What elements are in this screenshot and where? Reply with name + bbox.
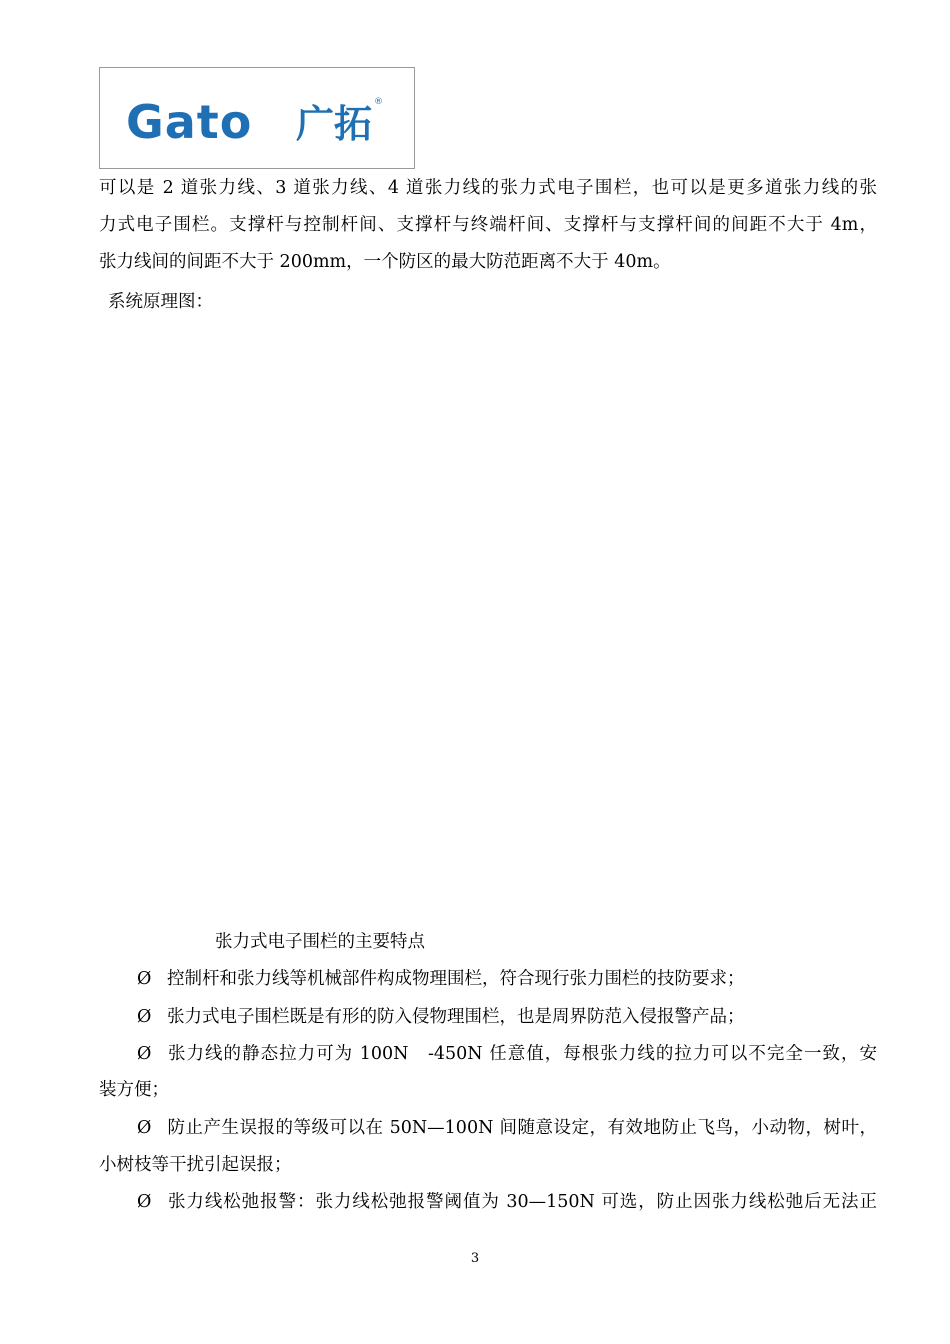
logo-box: [99, 67, 415, 169]
features-heading: 张力式电子围栏的主要特点: [215, 932, 425, 952]
diagram-caption: 系统原理图：: [108, 292, 213, 312]
bullet-glyph: Ø: [137, 1118, 152, 1138]
paragraph-line-2: 力式电子围栏。支撑杆与控制杆间、支撑杆与终端杆间、支撑杆与支撑杆间的间距不大于 4m，: [99, 215, 877, 235]
logo-cjk-text: 广拓: [296, 102, 373, 146]
paragraph-line-1: 可以是 2 道张力线、3 道张力线、4 道张力线的张力式电子围栏，也可以是更多道张力线的张: [99, 178, 877, 198]
bullet-glyph: Ø: [137, 1044, 152, 1064]
diagram-area: [99, 330, 877, 910]
gato-logo: [100, 68, 416, 170]
feature-text: 张力线的静态拉力可为 100N -450N 任意值，每根张力线的拉力可以不完全一致，安: [167, 1044, 877, 1064]
bullet-glyph: Ø: [137, 969, 152, 989]
paragraph-line-3: 张力线间的间距不大于 200mm，一个防区的最大防范距离不大于 40m。: [99, 252, 671, 272]
registered-mark: ®: [374, 97, 383, 107]
feature-text: 张力线松弛报警：张力线松弛报警阈值为 30—150N 可选，防止因张力线松弛后无法正: [167, 1192, 877, 1212]
feature-item: [137, 1116, 877, 1140]
bullet-glyph: Ø: [137, 1192, 152, 1212]
feature-continuation: 小树枝等干扰引起误报；: [99, 1155, 292, 1175]
bullet-glyph: Ø: [137, 1007, 152, 1027]
logo-latin-text: Gato: [126, 95, 253, 149]
feature-continuation: 装方便；: [99, 1080, 169, 1100]
page-number: 3: [470, 1251, 480, 1266]
feature-text: 防止产生误报的等级可以在 50N—100N 间随意设定，有效地防止飞鸟，小动物，树叶，: [167, 1118, 877, 1138]
feature-item: [137, 967, 745, 991]
feature-item: [137, 1042, 877, 1066]
feature-item: [137, 1005, 745, 1029]
feature-text: 张力式电子围栏既是有形的防入侵物理围栏，也是周界防范入侵报警产品；: [167, 1007, 745, 1027]
feature-item: [137, 1190, 877, 1214]
feature-text: 控制杆和张力线等机械部件构成物理围栏，符合现行张力围栏的技防要求；: [167, 969, 745, 989]
